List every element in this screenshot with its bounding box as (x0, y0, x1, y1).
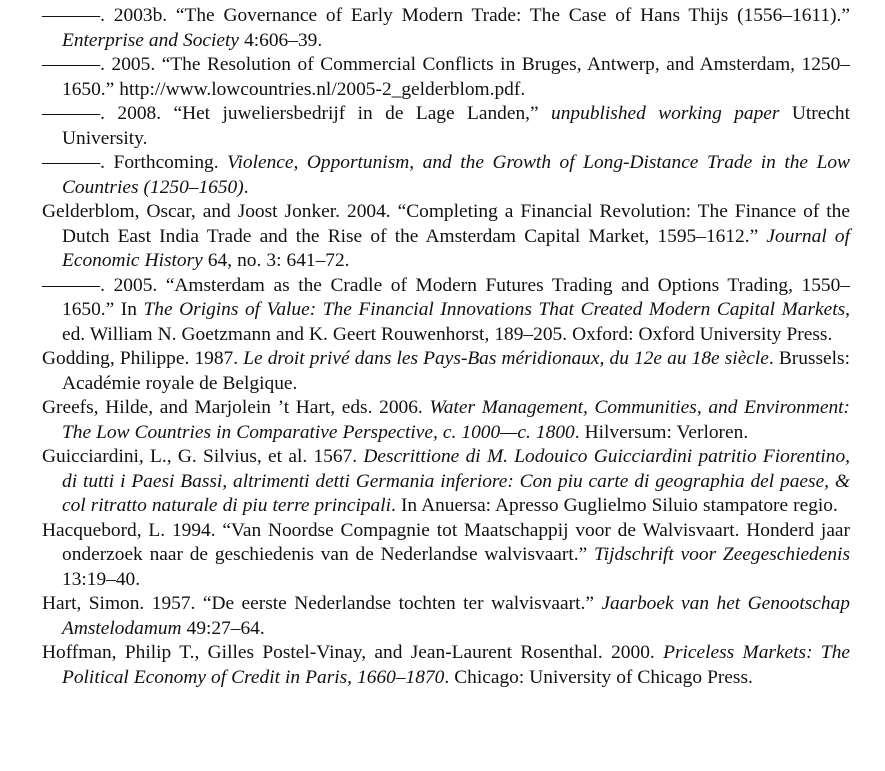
entry-text: Utrecht University. (62, 103, 851, 149)
entry-text: 49:27–64. (181, 617, 265, 639)
bib-entry (42, 592, 850, 641)
entry-text: ———. 2008. “Het juweliersbedrijf in de Lage Landen,” (42, 103, 552, 124)
entry-text: 64, no. 3: 641–72. (202, 250, 350, 271)
entry-text: Guicciardini, L., G. Silvius, et al. 1567. (42, 446, 364, 467)
entry-text: 13:19–40. (62, 568, 141, 590)
entry-title: Journal of Economic History (62, 225, 850, 271)
bibliography-page (42, 4, 850, 690)
bib-entry (42, 102, 850, 151)
entry-title: The Origins of Value: The Financial Innovations That Created Modern Capital Markets (143, 299, 846, 320)
bib-entry (42, 200, 850, 274)
entry-text: . (243, 176, 249, 198)
bib-entry (42, 519, 850, 593)
entry-text: Greefs, Hilde, and Marjolein ’t Hart, eds. 2006. (42, 397, 430, 418)
entry-title: Water Management, Communities, and Environment: The Low Countries in Comparative Perspective, c. 1000—c. 1800 (62, 397, 850, 443)
entry-text: . Brussels: Académie royale de Belgique. (62, 348, 850, 394)
bib-entry (42, 347, 850, 396)
entry-text: , ed. William N. Goetzmann and K. Geert Rouwenhorst, 189–205. Oxford: Oxford University Press. (62, 299, 850, 345)
entry-text: Hart, Simon. 1957. “De eerste Nederlandse tochten ter walvisvaart.” (42, 593, 602, 614)
entry-text: . Hilversum: Verloren. (574, 421, 749, 443)
entry-text: ———. 2005. “Amsterdam as the Cradle of Modern Futures Trading and Options Trading, 1550–1650.” In (42, 274, 850, 320)
entry-text: . (520, 78, 526, 100)
entry-text: Hacquebord, L. 1994. “Van Noordse Compagnie tot Maatschappij voor de Walvisvaart. Honderd jaar onderzoek naar de geschiedenis van de Nederlandse walvisvaart.” (42, 519, 850, 565)
entry-text: Godding, Philippe. 1987. (42, 348, 244, 369)
entry-text: Gelderblom, Oscar, and Joost Jonker. 2004. “Completing a Financial Revolution: The Finance of the Dutch East India Trade and the Rise of the Amsterdam Capital Market, 1595–1612.” (42, 201, 850, 247)
entry-text: 4:606–39. (239, 29, 323, 51)
bib-entry (42, 445, 850, 519)
entry-text: ———. Forthcoming. (42, 152, 228, 173)
entry-url[interactable]: http://www.lowcountries.nl/2005-2_gelderblom.pdf (119, 78, 521, 100)
entry-title: Priceless Markets: The Political Economy of Credit in Paris, 1660–1870 (62, 642, 851, 688)
entry-text: . In Anuersa: Apresso Guglielmo Siluio stampatore regio. (391, 495, 838, 516)
entry-title: Enterprise and Society (62, 29, 240, 51)
entry-title: Violence, Opportunism, and the Growth of Long-Distance Trade in the Low Countries (1250–1650) (62, 152, 850, 198)
bib-entry (42, 53, 850, 102)
bib-entry (42, 151, 850, 200)
entry-title: unpublished working paper (551, 103, 780, 124)
entry-title: Jaarboek van het Genootschap Amstelodamum (62, 593, 850, 639)
entry-text: ———. 2003b. “The Governance of Early Modern Trade: The Case of Hans Thijs (1556–1611).” (42, 5, 850, 26)
entry-title: Le droit privé dans les Pays-Bas méridionaux, du 12e au 18e siècle (243, 348, 769, 369)
bib-entry (42, 641, 850, 690)
entry-title: Descrittione di M. Lodouico Guicciardini patritio Fiorentino, di tutti i Paesi Bassi, altrimenti detti Germania inferiore: Con piu carte di geographia del paese, & col ritratto naturale di piu terre principali (62, 446, 851, 516)
entry-title: Tijdschrift voor Zeegeschiedenis (594, 544, 850, 565)
bib-entry (42, 4, 850, 53)
entry-text: ———. 2005. “The Resolution of Commercial Conflicts in Bruges, Antwerp, and Amsterdam, 1250–1650.” (42, 54, 850, 100)
entry-text: . Chicago: University of Chicago Press. (444, 666, 753, 688)
bib-entry (42, 396, 850, 445)
entry-text: Hoffman, Philip T., Gilles Postel-Vinay, and Jean-Laurent Rosenthal. 2000. (42, 642, 664, 663)
bib-entry (42, 274, 850, 348)
